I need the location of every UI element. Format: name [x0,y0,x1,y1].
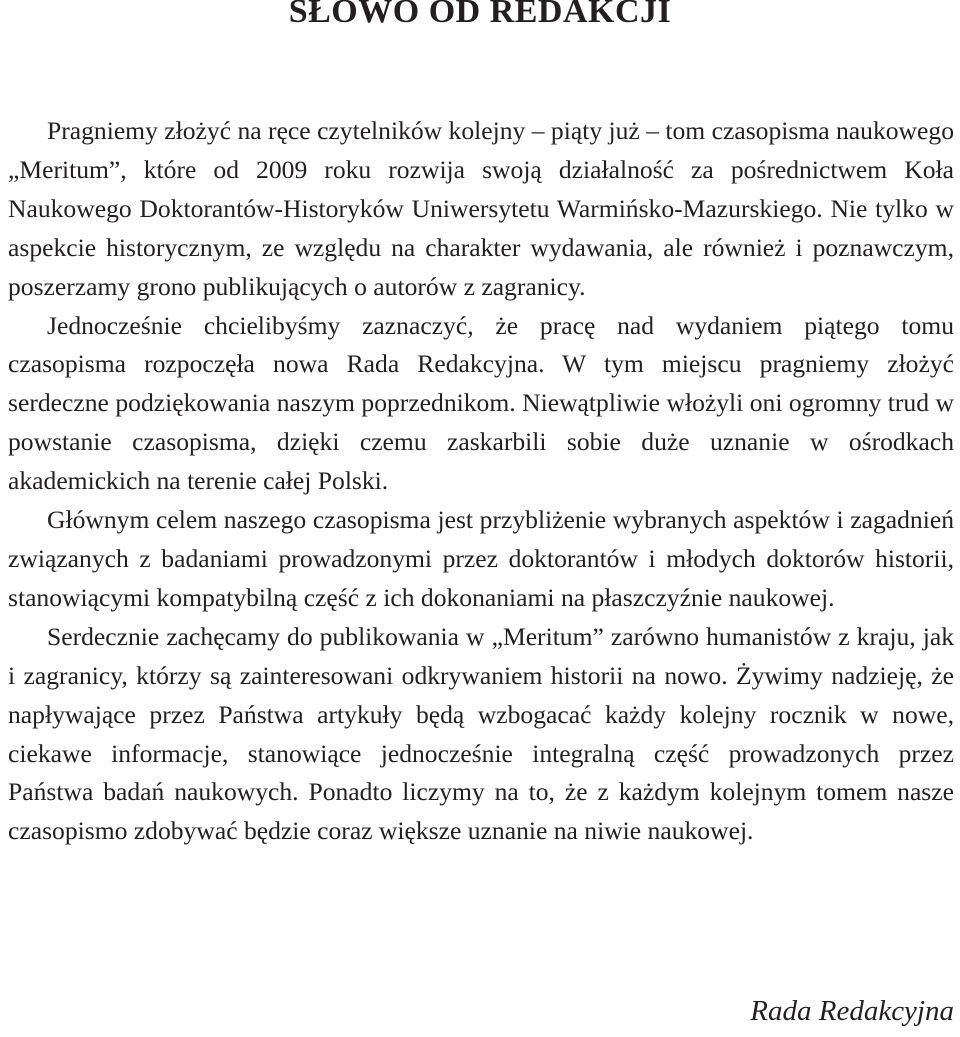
body-text [8,112,954,851]
paragraph-3: Głównym celem naszego czasopisma jest przybliżenie wybranych aspektów i zagadnień związanych z badaniami prowadzonymi przez doktorantów i młodych doktorów historii, stanowiącymi kompatybilną część z ich dokonaniami na płaszczyźnie naukowej. [8,505,954,612]
paragraph-1: Pragniemy złożyć na ręce czytelników kolejny – piąty już – tom czasopisma naukowego „Meritum”, które od 2009 roku rozwija swoją działalność za pośrednictwem Koła Naukowego Doktorantów-Historyków Uniwersytetu Warmińsko-Mazurskiego. Nie tylko w aspekcie historycznym, ze względu na charakter wydawania, ale również i poznawczym, poszerzamy grono publikujących o autorów z zagranicy. [8,116,954,301]
paragraph-4: Serdecznie zachęcamy do publikowania w „Meritum” zarówno humanistów z kraju, jak i zagranicy, którzy są zainteresowani odkrywaniem historii na nowo. Żywimy nadzieję, że napływające przez Państwa artykuły będą wzbogacać każdy kolejny rocznik w nowe, ciekawe informacje, stanowiące jednocześnie integralną część prowadzonych przez Państwa badań naukowych. Ponadto liczymy na to, że z każdym kolejnym tomem nasze czasopismo zdobywać będzie coraz większe uznanie na niwie naukowej. [8,621,954,846]
page-title: SŁOWO OD REDAKCJI [288,0,672,30]
signature: Rada Redakcyjna [750,995,954,1027]
paragraph-2: Jednocześnie chcielibyśmy zaznaczyć, że pracę nad wydaniem piątego tomu czasopisma rozpoczęła nowa Rada Redakcyjna. W tym miejscu pragniemy złożyć serdeczne podziękowania naszym poprzednikom. Niewątpliwie włożyli oni ogromny trud w powstanie czasopisma, dzięki czemu zaskarbili sobie duże uznanie w ośrodkach akademickich na terenie całej Polski. [8,310,954,496]
